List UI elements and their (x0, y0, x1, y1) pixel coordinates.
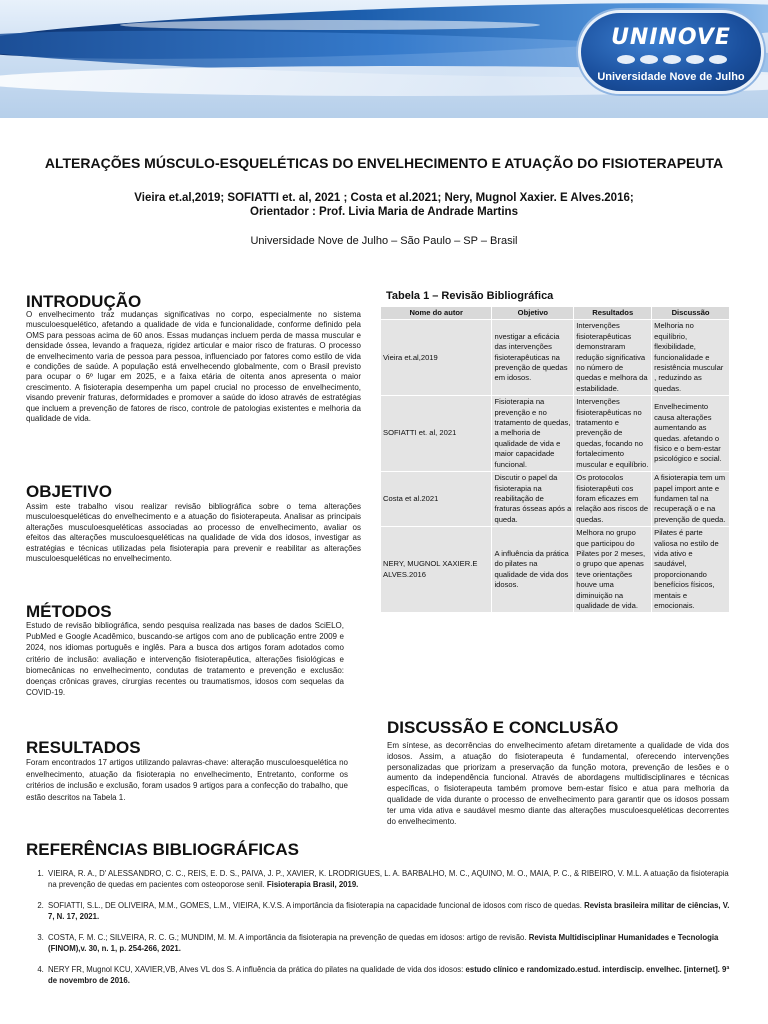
authors-line: Vieira et.al,2019; SOFIATTI et. al, 2021 ; Costa et al.2021; Nery, Mugnol Xaxier. E Alves.2016; (134, 192, 634, 204)
reference-source: Revista Multidisciplinar Humanidades e Tecnologia (FINOM),v. 30, n. 1, p. 254-266, 2021. (48, 933, 719, 953)
table-cell: Os protocolos fisioterapêuti cos foram eficazes em relação aos riscos de quedas. (574, 472, 652, 527)
review-table (380, 306, 730, 613)
table-cell: Fisioterapia na prevenção e no tratamento de quedas, a melhoria de qualidade de vida e maior capacidade funcional. (492, 396, 574, 472)
table-cell: NERY, MUGNOL XAXIER.E ALVES.2016 (381, 527, 492, 613)
methods-text: Estudo de revisão bibliográfica, sendo pesquisa realizada nas bases de dados SciELO, PubMed e Google Acadêmico, buscando-se artigos com ano de publicação entre 2009 e 2024, nos idiomas português e inglês. Para a busca dos artigos foram adotados como critério de inclusão: avaliação e intervenção fisioterapêutica, alterações fisiológicas e biomecânicas no envelhecimento, condutas de tratamento e prevenção e exclusão: doenças crônicas graves, cirurgias recentes ou traumatismos, idosos com sequelas da COVID-19. (26, 621, 344, 698)
reference-text: SOFIATTI, S.L., DE OLIVEIRA, M.M., GOMES, L.M., VIEIRA, K.V.S. A importância da fisioterapia na capacidade funcional de idosos com risco de quedas. (48, 901, 585, 910)
table-cell: Intervenções fisioterapêuticas demonstraram redução significativa no número de quedas e melhora da estabilidade. (574, 320, 652, 396)
table-cell: Melhora no grupo que participou do Pilates por 2 meses, o grupo que apenas teve orientações houve uma diminuição na qualidade de vida. (574, 527, 652, 613)
discussion-text: Em síntese, as decorrências do envelhecimento afetam diretamente a qualidade de vida dos idosos. Assim, a atuação do fisioterapeuta é fundamental, oferecendo intervenções personalizadas que priorizam a preservação da função motora, prevenção de lesões e o aumento da independência funcional. Através de abordagens multidisciplinares e técnicas específicas, o fisioterapeuta também promove bem-estar físico e atua para melhoria da qualidade de vida durante o processo de envelhecimento para garantir que os idosos possam ter uma vida ativa e saudável mesmo diante das alterações musculoesqueléticas decorrentes do envelhecimento. (387, 741, 729, 826)
table-cell: Costa et al.2021 (381, 472, 492, 527)
reference-text: VIEIRA, R. A., D' ALESSANDRO, C. C., REIS, E. D. S., PAIVA, J. P., XAVIER, K. LRODRIGUES, L. A. BARBALHO, M. C., AQUINO, M. O., MAIA, P. C., & RIBEIRO, V. M.L. A atuação da fisioterapia na prevenção de quedas em pacientes com osteoporose senil. (48, 869, 729, 889)
reference-text: COSTA, F. M. C.; SILVEIRA, R. C. G.; MUNDIM, M. M. A importância da fisioterapia na prevenção de quedas em idosos: artigo de revisão. (48, 933, 529, 942)
table-cell: Pilates é parte valiosa no estilo de vida ativo e saudável, proporcionando benefícios físicos, mentais e emocionais. (652, 527, 730, 613)
reference-source: Fisioterapia Brasil, 2019. (266, 880, 359, 889)
table-header-cell: Discussão (652, 307, 730, 320)
table-row (381, 396, 730, 472)
reference-source: Revista brasileira militar de ciências, V. 7, N. 17, 2021. (48, 901, 730, 921)
reference-item (46, 900, 736, 922)
table-title: Tabela 1 – Revisão Bibliográfica (386, 290, 554, 302)
logo-subtitle: Universidade Nove de Julho (597, 71, 745, 83)
table-cell: Vieira et.al,2019 (381, 320, 492, 396)
results-heading: RESULTADOS (26, 738, 141, 757)
university-logo (578, 10, 764, 94)
reference-item (46, 868, 736, 890)
table-row (381, 527, 730, 613)
table-row (381, 320, 730, 396)
results-text: Foram encontrados 17 artigos utilizando palavras-chave: alteração musculoesquelética no envelhecimento, atuação da fisioterapia no envelhecimento, Entretanto, conforme os critérios de inclusão e exclusão, foram usados 9 artigos para a confecção do trabalho, que estão descritos na Tabela 1. (26, 758, 348, 802)
reference-source: estudo clínico e randomizado.estud. interdiscip. envelhec. [internet]. 9ª de novembro de 2016. (48, 965, 730, 985)
logo-dots (617, 55, 727, 64)
table-row (381, 472, 730, 527)
introduction-heading: INTRODUÇÃO (26, 292, 142, 311)
introduction-text: O envelhecimento traz mudanças significativas no corpo, especialmente no sistema musculoesquelético, afetando a qualidade de vida e funcionalidade, conforme definido pela OMS para pessoas acima de 60 anos. Essas mudanças incluem perda de massa muscular e densidade óssea, levando a fraqueza, rigidez articular e maior risco de fraturas. O processo de envelhecimento varia de pessoa para pessoa, influenciado por fatores como estilo de vida e condições de saúde. A população está envelhecendo globalmente, com o Brasil previsto para ocupar o 6º lugar em 2025, e a faixa etária de oitenta anos apresenta o maior crescimento. A fisioterapia desempenha um papel crucial no processo de envelhecimento, visando prevenir fraturas, deformidades e promover a saúde do idoso através de estratégias que incluem a prevenção de fatores de risco, controle de patologias existentes e melhoria da qualidade de vida. (26, 310, 361, 424)
references-list (46, 868, 736, 996)
table-cell: Melhoria no equilíbrio, flexibilidade, funcionalidade e resistência muscular , reduzindo as quedas. (652, 320, 730, 396)
table-header-cell: Nome do autor (381, 307, 492, 320)
banner-highlight (120, 20, 540, 30)
poster-title: ALTERAÇÕES MÚSCULO-ESQUELÉTICAS DO ENVELHECIMENTO E ATUAÇÃO DO FISIOTERAPEUTA (44, 155, 724, 171)
reference-item (46, 964, 736, 986)
table-header-cell: Resultados (574, 307, 652, 320)
header-banner (0, 0, 768, 118)
table-header-cell: Objetivo (492, 307, 574, 320)
table-cell: A fisioterapia tem um papel import ante e fundamen tal na recuperaçã o e na prevenção de queda. (652, 472, 730, 527)
reference-item (46, 932, 736, 954)
table-cell: Intervenções fisioterapêuticas no tratamento e prevenção de quedas, focando no fortalecimento muscular e equilíbrio. (574, 396, 652, 472)
table-cell: nvestigar a eficácia das intervenções fisioterapêuticas na prevenção de quedas em idosos. (492, 320, 574, 396)
methods-heading: MÉTODOS (26, 602, 112, 621)
objective-heading: OBJETIVO (26, 482, 112, 501)
objective-text: Assim este trabalho visou realizar revisão bibliográfica sobre o tema alterações musculoesqueléticas do envelhecimento e a atuação do fisioterapeuta. Analisar as principais alterações musculoesqueléticas associadas ao processo de envelhecimento, avaliar os efeitos das alterações musculoesqueléticas na qualidade de vida dos idosos, investigar as estratégias e técnicas utilizadas pela fisioterapia para prevenir e reabilitar as alterações musculoesqueléticas no envelhecimento. (26, 502, 361, 564)
table-cell: A influência da prática do pilates na qualidade de vida dos idosos. (492, 527, 574, 613)
discussion-heading: DISCUSSÃO E CONCLUSÃO (387, 718, 619, 737)
advisor-line: Orientador : Prof. Livia Maria de Andrade Martins (250, 206, 518, 218)
institution-line: Universidade Nove de Julho – São Paulo – SP – Brasil (250, 235, 518, 247)
logo-name: UNINOVE (611, 25, 731, 50)
table-cell: Discutir o papel da fisioterapia na reabilitação de fraturas ósseas após a queda. (492, 472, 574, 527)
table-cell: Envelhecimento causa alterações aumentando as quedas. afetando o físico e o bem-estar psicológico e social. (652, 396, 730, 472)
references-heading: REFERÊNCIAS BIBLIOGRÁFICAS (26, 840, 299, 859)
table-header-row (381, 307, 730, 320)
table-cell: SOFIATTI et. al, 2021 (381, 396, 492, 472)
reference-text: NERY FR, Mugnol KCU, XAVIER,VB, Alves VL dos S. A influência da prática do pilates na qualidade de vida dos idosos: (48, 965, 466, 974)
